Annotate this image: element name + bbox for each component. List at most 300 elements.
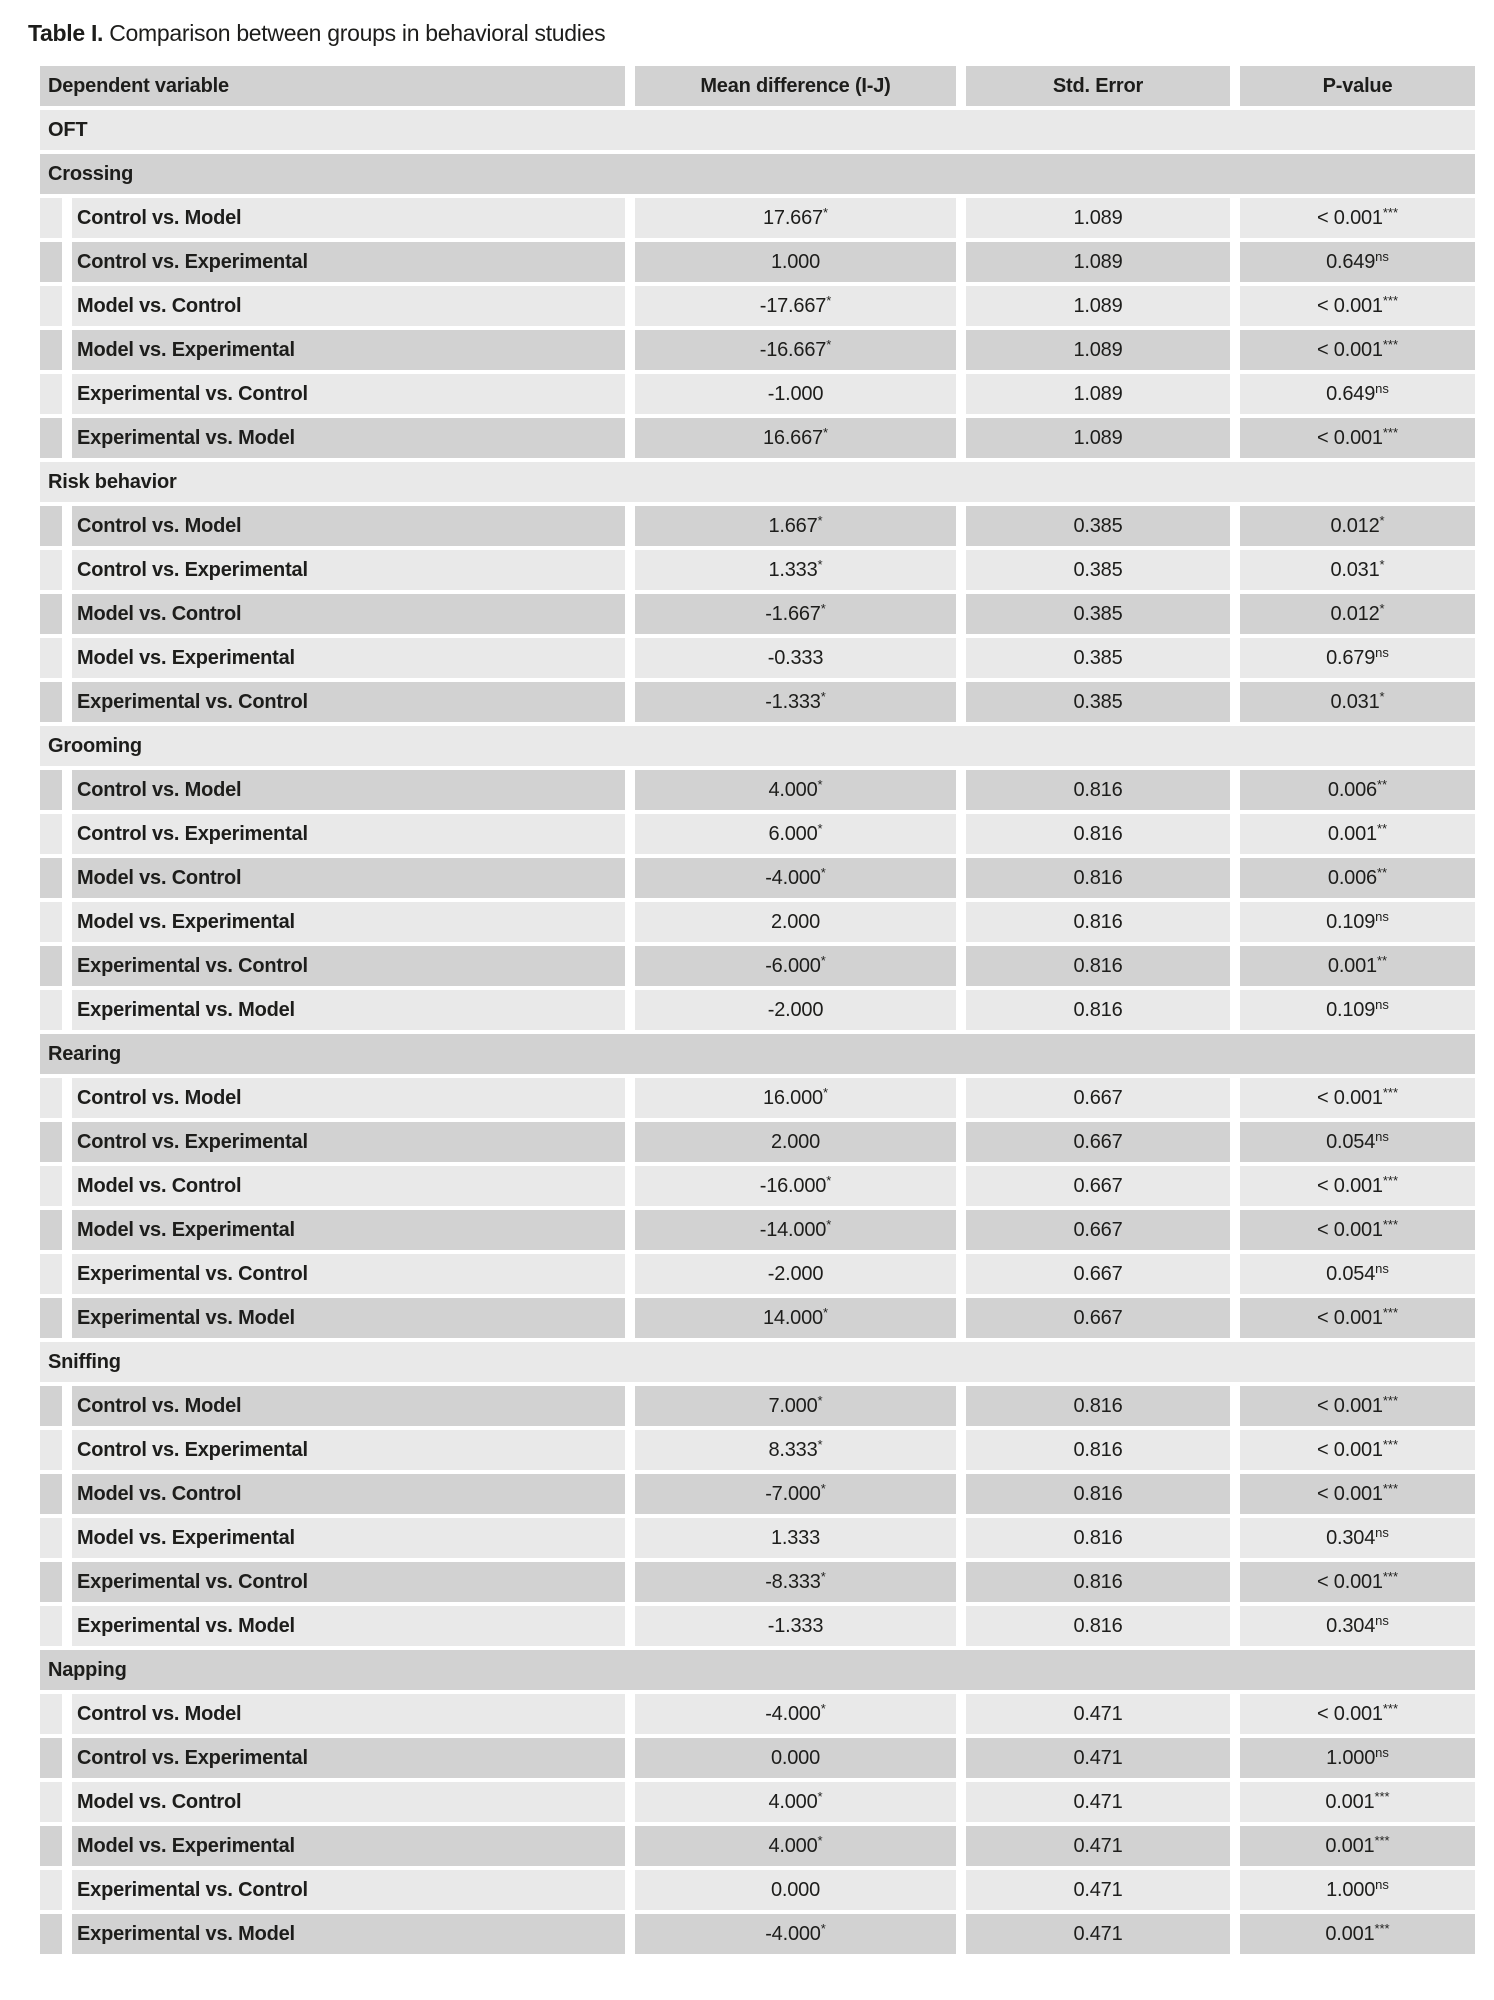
significance-superscript: * [826, 1216, 832, 1232]
comparison-label: Control vs. Model [72, 1078, 625, 1118]
mean-difference-value [635, 990, 956, 1030]
p-value-text: 0.001 [1327, 954, 1377, 977]
table-row [40, 374, 1475, 414]
mean-difference-value-text: -2.000 [767, 998, 824, 1021]
comparison-label: Control vs. Experimental [72, 1738, 625, 1778]
table-row [40, 1738, 1475, 1778]
std-error-value [966, 242, 1230, 282]
row-indent-strip [40, 990, 62, 1030]
mean-difference-value-text: -8.333 [765, 1570, 821, 1593]
std-error-value [966, 1562, 1230, 1602]
significance-superscript: ns [1375, 908, 1389, 924]
header-mean-difference: Mean difference (I-J) [635, 66, 956, 106]
table-row [40, 1254, 1475, 1294]
mean-difference-value [635, 1254, 956, 1294]
significance-superscript: *** [1382, 1480, 1399, 1496]
p-value [1240, 286, 1475, 326]
std-error-value-text: 0.667 [1073, 1218, 1123, 1241]
significance-superscript: * [820, 1920, 826, 1936]
significance-superscript: * [817, 1392, 823, 1408]
mean-difference-value [635, 1870, 956, 1910]
mean-difference-value [635, 1694, 956, 1734]
mean-difference-value-text: -1.667 [765, 602, 821, 625]
table-row [40, 1694, 1475, 1734]
std-error-value-text: 0.816 [1073, 998, 1123, 1021]
p-value [1240, 1210, 1475, 1250]
std-error-value-text: 1.089 [1073, 294, 1123, 317]
p-value-text: < 0.001 [1316, 1218, 1383, 1241]
row-indent-strip [40, 1386, 62, 1426]
std-error-value-text: 0.385 [1073, 514, 1123, 537]
section-label: Napping [40, 1650, 1475, 1690]
p-value [1240, 1166, 1475, 1206]
row-indent-strip [40, 198, 62, 238]
section-row [40, 726, 1475, 766]
std-error-value-text: 0.667 [1073, 1262, 1123, 1285]
mean-difference-value-text: 1.000 [770, 250, 821, 273]
table-row [40, 1870, 1475, 1910]
table-row [40, 858, 1475, 898]
std-error-value [966, 1386, 1230, 1426]
p-value [1240, 770, 1475, 810]
significance-superscript: *** [1374, 1920, 1390, 1936]
significance-superscript: ns [1375, 644, 1389, 660]
header-std-error: Std. Error [966, 66, 1230, 106]
mean-difference-value-text: -2.000 [767, 1262, 824, 1285]
table-row [40, 1562, 1475, 1602]
header-dependent-variable: Dependent variable [40, 66, 625, 106]
significance-superscript: * [820, 1480, 826, 1496]
table-title [28, 20, 605, 47]
p-value [1240, 682, 1475, 722]
std-error-value-text: 1.089 [1073, 250, 1123, 273]
mean-difference-value-text: 16.667 [762, 426, 823, 449]
p-value [1240, 814, 1475, 854]
p-value [1240, 1694, 1475, 1734]
comparison-label: Control vs. Experimental [72, 1430, 625, 1470]
comparison-label: Control vs. Model [72, 1694, 625, 1734]
comparison-label: Model vs. Experimental [72, 330, 625, 370]
table-row [40, 1782, 1475, 1822]
std-error-value-text: 1.089 [1073, 206, 1123, 229]
p-value-text: < 0.001 [1316, 1174, 1383, 1197]
std-error-value-text: 0.816 [1073, 910, 1123, 933]
p-value-text: 0.001 [1325, 1790, 1375, 1813]
mean-difference-value [635, 814, 956, 854]
significance-superscript: *** [1382, 1392, 1399, 1408]
comparison-label: Control vs. Experimental [72, 814, 625, 854]
significance-superscript: ns [1375, 1524, 1389, 1540]
significance-superscript: * [822, 424, 829, 440]
section-label: Rearing [40, 1034, 1475, 1074]
std-error-value [966, 1474, 1230, 1514]
section-label: Crossing [40, 154, 1475, 194]
row-indent-strip [40, 638, 62, 678]
mean-difference-value [635, 198, 956, 238]
section-row [40, 1342, 1475, 1382]
comparison-label: Model vs. Control [72, 1166, 625, 1206]
mean-difference-value-text: 1.333 [770, 1526, 821, 1549]
significance-superscript: * [826, 292, 832, 308]
p-value-text: < 0.001 [1316, 1702, 1383, 1725]
table-row [40, 242, 1475, 282]
row-indent-strip [40, 1562, 62, 1602]
significance-superscript: * [817, 1832, 823, 1848]
row-indent-strip [40, 330, 62, 370]
row-indent-strip [40, 418, 62, 458]
section-row [40, 110, 1475, 150]
std-error-value [966, 198, 1230, 238]
significance-superscript: * [826, 336, 832, 352]
mean-difference-value-text: 8.333 [768, 1438, 818, 1461]
p-value [1240, 1254, 1475, 1294]
comparison-label: Experimental vs. Model [72, 1914, 625, 1954]
row-indent-strip [40, 770, 62, 810]
mean-difference-value-text: -16.000 [759, 1174, 827, 1197]
comparison-label: Experimental vs. Control [72, 946, 625, 986]
significance-superscript: * [820, 952, 826, 968]
std-error-value [966, 1606, 1230, 1646]
comparison-label: Control vs. Experimental [72, 1122, 625, 1162]
p-value [1240, 330, 1475, 370]
significance-superscript: ** [1376, 776, 1388, 792]
std-error-value [966, 1870, 1230, 1910]
p-value-text: < 0.001 [1316, 1570, 1383, 1593]
std-error-value [966, 1694, 1230, 1734]
row-indent-strip [40, 1254, 62, 1294]
row-indent-strip [40, 1298, 62, 1338]
table-row [40, 1606, 1475, 1646]
p-value [1240, 550, 1475, 590]
row-indent-strip [40, 1914, 62, 1954]
mean-difference-value-text: 6.000 [768, 822, 818, 845]
std-error-value-text: 0.667 [1073, 1174, 1123, 1197]
significance-superscript: * [820, 600, 826, 616]
mean-difference-value-text: -1.333 [765, 690, 821, 713]
p-value-text: 0.649 [1326, 250, 1376, 273]
mean-difference-value-text: 7.000 [768, 1394, 818, 1417]
std-error-value-text: 0.385 [1073, 646, 1123, 669]
significance-superscript: *** [1382, 424, 1399, 440]
row-indent-strip [40, 1166, 62, 1206]
significance-superscript: * [1379, 688, 1385, 704]
p-value-text: 0.001 [1327, 822, 1377, 845]
significance-superscript: *** [1382, 204, 1399, 220]
table-row [40, 770, 1475, 810]
p-value-text: 0.054 [1326, 1130, 1376, 1153]
significance-superscript: *** [1382, 292, 1399, 308]
std-error-value [966, 286, 1230, 326]
p-value [1240, 1562, 1475, 1602]
std-error-value-text: 0.816 [1073, 954, 1123, 977]
comparison-label: Control vs. Model [72, 770, 625, 810]
p-value-text: < 0.001 [1316, 206, 1383, 229]
p-value [1240, 594, 1475, 634]
table-row [40, 330, 1475, 370]
table-row [40, 550, 1475, 590]
mean-difference-value [635, 242, 956, 282]
table-row [40, 1166, 1475, 1206]
mean-difference-value-text: -4.000 [765, 866, 821, 889]
std-error-value-text: 0.816 [1073, 1614, 1123, 1637]
row-indent-strip [40, 550, 62, 590]
std-error-value-text: 0.471 [1073, 1922, 1123, 1945]
std-error-value-text: 0.816 [1073, 822, 1123, 845]
comparison-label: Experimental vs. Control [72, 1562, 625, 1602]
p-value-text: < 0.001 [1316, 1086, 1383, 1109]
comparison-label: Experimental vs. Model [72, 990, 625, 1030]
row-indent-strip [40, 242, 62, 282]
significance-superscript: * [820, 1568, 826, 1584]
mean-difference-value [635, 770, 956, 810]
p-value-text: 0.006 [1327, 778, 1377, 801]
significance-superscript: *** [1382, 1172, 1399, 1188]
table-title-number: Table I. [28, 20, 104, 46]
p-value [1240, 418, 1475, 458]
mean-difference-value-text: 4.000 [768, 778, 818, 801]
significance-superscript: ** [1376, 820, 1388, 836]
mean-difference-value-text: -4.000 [765, 1922, 821, 1945]
std-error-value-text: 0.385 [1073, 558, 1123, 581]
mean-difference-value [635, 902, 956, 942]
p-value [1240, 638, 1475, 678]
row-indent-strip [40, 1210, 62, 1250]
comparison-label: Experimental vs. Model [72, 418, 625, 458]
significance-superscript: ns [1375, 380, 1389, 396]
p-value [1240, 506, 1475, 546]
mean-difference-value-text: -6.000 [765, 954, 821, 977]
mean-difference-value-text: 4.000 [768, 1790, 818, 1813]
mean-difference-value [635, 594, 956, 634]
mean-difference-value [635, 374, 956, 414]
mean-difference-value [635, 1430, 956, 1470]
p-value [1240, 1782, 1475, 1822]
significance-superscript: *** [1382, 1700, 1399, 1716]
p-value [1240, 1386, 1475, 1426]
p-value [1240, 990, 1475, 1030]
std-error-value [966, 1826, 1230, 1866]
row-indent-strip [40, 374, 62, 414]
significance-superscript: *** [1382, 1304, 1399, 1320]
std-error-value-text: 1.089 [1073, 338, 1123, 361]
p-value [1240, 1298, 1475, 1338]
comparison-label: Model vs. Control [72, 286, 625, 326]
significance-superscript: * [817, 1436, 823, 1452]
std-error-value [966, 682, 1230, 722]
p-value-text: 0.001 [1325, 1922, 1375, 1945]
std-error-value-text: 0.816 [1073, 1570, 1123, 1593]
significance-superscript: * [822, 1304, 829, 1320]
mean-difference-value-text: 0.000 [770, 1878, 821, 1901]
significance-superscript: * [820, 1700, 826, 1716]
comparison-label: Model vs. Experimental [72, 638, 625, 678]
significance-superscript: * [822, 204, 829, 220]
p-value [1240, 1738, 1475, 1778]
comparison-label: Model vs. Control [72, 858, 625, 898]
std-error-value [966, 902, 1230, 942]
mean-difference-value-text: 17.667 [762, 206, 823, 229]
mean-difference-value-text: -14.000 [759, 1218, 827, 1241]
p-value [1240, 946, 1475, 986]
table-header-row [40, 66, 1475, 106]
row-indent-strip [40, 946, 62, 986]
table-row [40, 1474, 1475, 1514]
mean-difference-value [635, 682, 956, 722]
std-error-value [966, 770, 1230, 810]
std-error-value-text: 0.385 [1073, 602, 1123, 625]
significance-superscript: ns [1375, 1612, 1389, 1628]
p-value [1240, 1078, 1475, 1118]
comparison-label: Control vs. Model [72, 506, 625, 546]
table-row [40, 1914, 1475, 1954]
std-error-value [966, 1122, 1230, 1162]
p-value [1240, 242, 1475, 282]
std-error-value [966, 506, 1230, 546]
p-value-text: 0.109 [1326, 910, 1376, 933]
row-indent-strip [40, 1694, 62, 1734]
comparison-label: Model vs. Control [72, 1474, 625, 1514]
std-error-value [966, 1430, 1230, 1470]
table-row [40, 946, 1475, 986]
p-value-text: < 0.001 [1316, 426, 1383, 449]
mean-difference-value [635, 506, 956, 546]
table-row [40, 1078, 1475, 1118]
std-error-value [966, 638, 1230, 678]
std-error-value-text: 0.471 [1073, 1878, 1123, 1901]
comparison-label: Control vs. Model [72, 198, 625, 238]
significance-superscript: ns [1375, 1128, 1389, 1144]
p-value-text: 1.000 [1326, 1878, 1376, 1901]
table-title-text: Comparison between groups in behavioral studies [103, 20, 606, 46]
std-error-value [966, 1518, 1230, 1558]
significance-superscript: *** [1382, 336, 1399, 352]
section-label: OFT [40, 110, 1475, 150]
std-error-value [966, 1078, 1230, 1118]
std-error-value-text: 0.471 [1073, 1790, 1123, 1813]
significance-superscript: ns [1375, 1876, 1389, 1892]
std-error-value-text: 0.471 [1073, 1834, 1123, 1857]
section-label: Sniffing [40, 1342, 1475, 1382]
p-value-text: 0.006 [1327, 866, 1377, 889]
mean-difference-value [635, 1078, 956, 1118]
mean-difference-value-text: -16.667 [759, 338, 827, 361]
p-value-text: < 0.001 [1316, 1438, 1383, 1461]
mean-difference-value [635, 946, 956, 986]
table-row [40, 1210, 1475, 1250]
significance-superscript: ns [1375, 1744, 1389, 1760]
std-error-value [966, 946, 1230, 986]
mean-difference-value [635, 1122, 956, 1162]
significance-superscript: *** [1382, 1084, 1399, 1100]
significance-superscript: *** [1382, 1436, 1399, 1452]
row-indent-strip [40, 506, 62, 546]
comparison-label: Control vs. Model [72, 1386, 625, 1426]
std-error-value-text: 0.385 [1073, 690, 1123, 713]
p-value-text: < 0.001 [1316, 1306, 1383, 1329]
p-value [1240, 1870, 1475, 1910]
mean-difference-value [635, 1914, 956, 1954]
row-indent-strip [40, 1122, 62, 1162]
significance-superscript: * [822, 1084, 829, 1100]
std-error-value [966, 594, 1230, 634]
mean-difference-value-text: 0.000 [770, 1746, 821, 1769]
p-value-text: 1.000 [1326, 1746, 1376, 1769]
comparison-label: Control vs. Experimental [72, 550, 625, 590]
mean-difference-value-text: -1.333 [767, 1614, 824, 1637]
comparison-label: Experimental vs. Model [72, 1298, 625, 1338]
table-row [40, 418, 1475, 458]
row-indent-strip [40, 286, 62, 326]
table-row [40, 1122, 1475, 1162]
section-row [40, 462, 1475, 502]
row-indent-strip [40, 1518, 62, 1558]
mean-difference-value-text: -17.667 [759, 294, 827, 317]
comparison-label: Control vs. Experimental [72, 242, 625, 282]
significance-superscript: * [817, 776, 823, 792]
std-error-value [966, 418, 1230, 458]
significance-superscript: * [817, 512, 823, 528]
row-indent-strip [40, 1738, 62, 1778]
row-indent-strip [40, 858, 62, 898]
section-label: Grooming [40, 726, 1475, 766]
std-error-value [966, 1782, 1230, 1822]
mean-difference-value-text: 1.667 [768, 514, 818, 537]
std-error-value [966, 858, 1230, 898]
p-value-text: < 0.001 [1316, 294, 1383, 317]
p-value-text: 0.012 [1330, 514, 1380, 537]
std-error-value [966, 814, 1230, 854]
std-error-value-text: 0.471 [1073, 1746, 1123, 1769]
table-row [40, 638, 1475, 678]
mean-difference-value-text: -1.000 [767, 382, 824, 405]
std-error-value-text: 0.471 [1073, 1702, 1123, 1725]
row-indent-strip [40, 1078, 62, 1118]
row-indent-strip [40, 682, 62, 722]
std-error-value-text: 0.667 [1073, 1306, 1123, 1329]
p-value [1240, 198, 1475, 238]
row-indent-strip [40, 594, 62, 634]
table-row [40, 990, 1475, 1030]
mean-difference-value [635, 1738, 956, 1778]
std-error-value [966, 1210, 1230, 1250]
std-error-value-text: 0.816 [1073, 1526, 1123, 1549]
p-value [1240, 1826, 1475, 1866]
significance-superscript: *** [1374, 1788, 1390, 1804]
comparison-label: Experimental vs. Control [72, 682, 625, 722]
comparison-label: Experimental vs. Control [72, 1870, 625, 1910]
p-value-text: 0.649 [1326, 382, 1376, 405]
significance-superscript: * [820, 864, 826, 880]
mean-difference-value-text: 2.000 [770, 1130, 821, 1153]
mean-difference-value [635, 1606, 956, 1646]
mean-difference-value-text: -4.000 [765, 1702, 821, 1725]
p-value-text: 0.012 [1330, 602, 1380, 625]
p-value [1240, 902, 1475, 942]
section-row [40, 1034, 1475, 1074]
table-row [40, 902, 1475, 942]
section-label: Risk behavior [40, 462, 1475, 502]
significance-superscript: ns [1375, 248, 1389, 264]
table-row [40, 814, 1475, 854]
mean-difference-value [635, 858, 956, 898]
table-row [40, 594, 1475, 634]
significance-superscript: * [817, 1788, 823, 1804]
comparison-label: Model vs. Control [72, 594, 625, 634]
row-indent-strip [40, 1870, 62, 1910]
significance-superscript: * [1379, 512, 1385, 528]
significance-superscript: ** [1376, 952, 1388, 968]
row-indent-strip [40, 814, 62, 854]
